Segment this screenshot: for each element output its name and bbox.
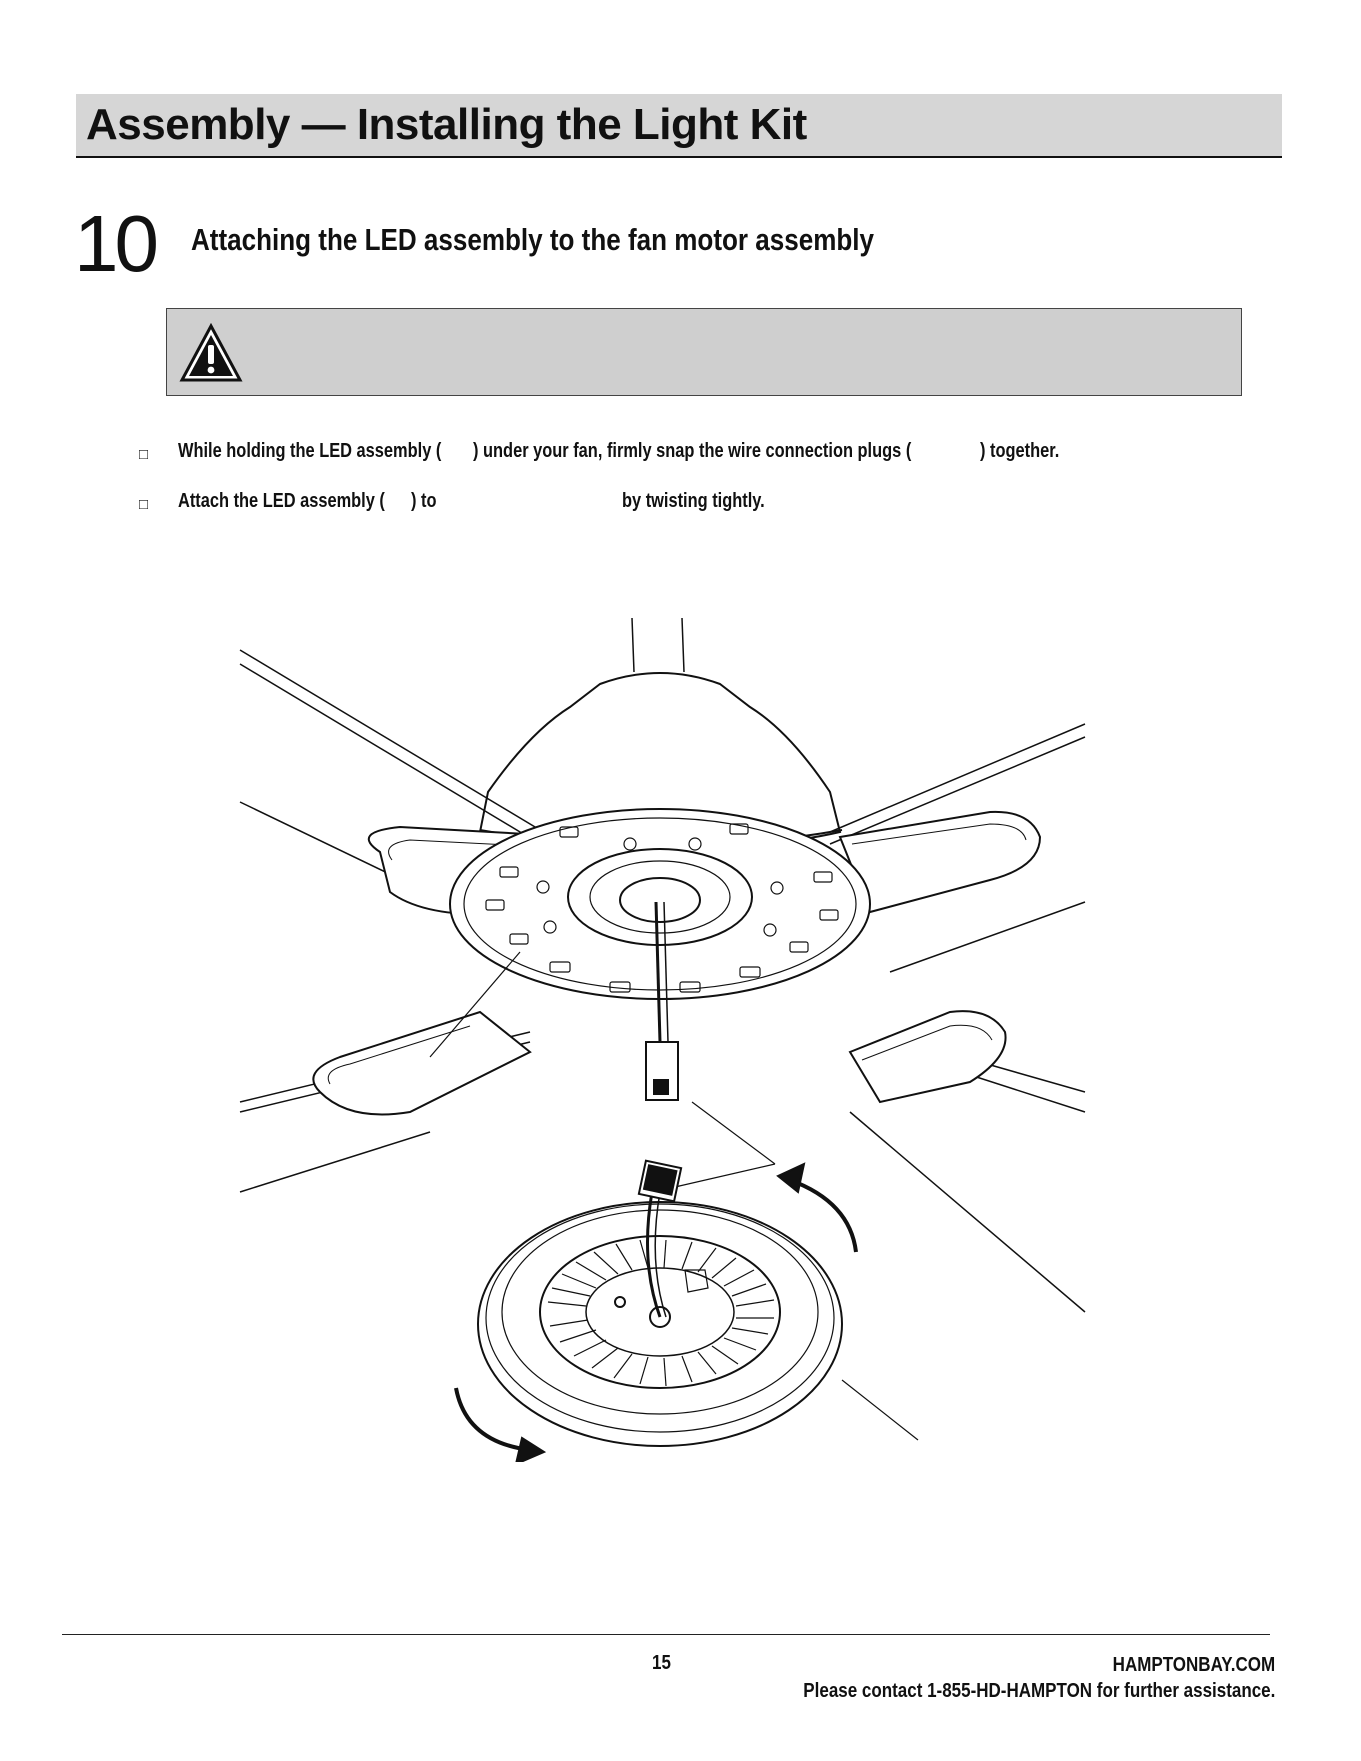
step-number: 10 bbox=[74, 199, 155, 288]
footer-website: HAMPTONBAY.COM bbox=[1112, 1654, 1275, 1676]
section-title: Assembly — Installing the Light Kit bbox=[86, 100, 807, 149]
warning-box bbox=[166, 308, 1242, 396]
instruction-1-part-3: ) together. bbox=[980, 440, 1060, 462]
instruction-bullet: □ bbox=[139, 446, 149, 463]
warning-triangle-icon bbox=[179, 323, 243, 383]
instruction-1-part-2: ) under your fan, firmly snap the wire connection plugs ( bbox=[473, 440, 912, 462]
instruction-2-part-2: ) to bbox=[411, 490, 437, 512]
instruction-2-part-1: Attach the LED assembly ( bbox=[178, 490, 385, 512]
section-header bbox=[76, 94, 1282, 158]
page-number: 15 bbox=[652, 1652, 671, 1674]
step-title: Attaching the LED assembly to the fan motor assembly bbox=[191, 222, 874, 257]
fan-led-assembly-illustration bbox=[230, 612, 1090, 1462]
instruction-1-part-1: While holding the LED assembly ( bbox=[178, 440, 442, 462]
instruction-bullet: □ bbox=[139, 496, 149, 513]
instruction-2-part-3: by twisting tightly. bbox=[622, 490, 765, 512]
footer-contact: Please contact 1-855-HD-HAMPTON for further assistance. bbox=[802, 1680, 1275, 1702]
footer-divider bbox=[62, 1634, 1270, 1635]
